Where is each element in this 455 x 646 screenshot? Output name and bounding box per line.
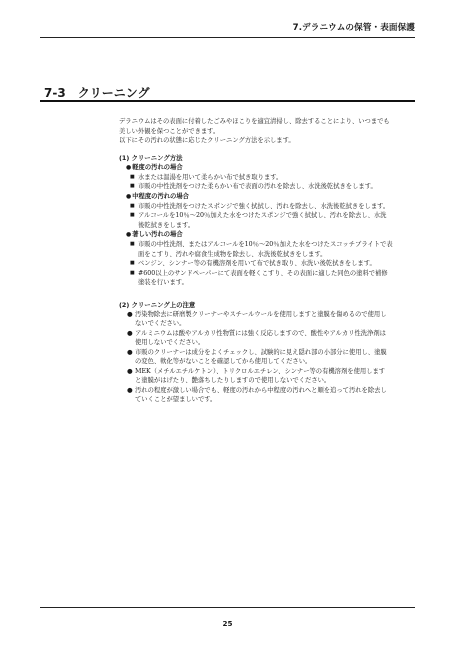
caution-item: ● 市販のクリーナーは成分をよくチェックし、試験的に見え隠れ部の小部分に使用し、塗膜 の変色、軟化等がないことを確認してから使用してください。 [127, 347, 387, 365]
intro-line: 以下にその汚れの状態に応じたクリーニング方法を示します。 [119, 137, 295, 144]
bullet-dot: ● [126, 192, 132, 200]
running-header-title: 7.デラニウムの保管・表面保護 [292, 23, 415, 33]
cleaning-methods-heading: (1) クリーニング方法 [119, 153, 183, 162]
level-title-heavy: ●著しい汚れの場合 [126, 231, 183, 238]
page-number: 25 [222, 619, 233, 628]
bullet-dot: ● [126, 231, 132, 238]
section-number: 7-3 [44, 86, 66, 100]
header-rule [40, 37, 415, 38]
intro-line: 美しい外観を保つことができます。 [119, 127, 220, 135]
list-item: ■ アルコールを10％〜20％加えた水をつけたスポンジで強く拭拭し、汚れを除去し、水洗 後乾拭きをします。 [130, 212, 387, 229]
bullet-dot: ● [126, 163, 132, 171]
section-rule [40, 100, 415, 102]
section-title-text: クリーニング [77, 86, 150, 100]
intro-line: デラニウムはその表面に付着したごみやほこりを適宜清掃し、除去することにより、いつまでも [119, 118, 390, 125]
bullet-dot: ● [127, 385, 133, 394]
footer-rule [40, 607, 415, 608]
list-item: ■ 市販の中性洗剤をつけた柔らかい布で表面の汚れを除去し、水洗後乾拭きをします。 [130, 183, 377, 190]
list-item: ■ #600以上のサンドペーパーにて表面を軽くこすり、その表面に適した同色の塗料で補修 塗装を行います。 [130, 269, 388, 286]
cautions-heading: (2) クリーニング上の注意 [119, 300, 196, 309]
body-content [119, 117, 419, 405]
bullet-dot: ● [127, 309, 133, 318]
list-item: ■ ベンジン、シンナー等の有機溶剤を用いて布で拭き取り、水洗い後乾拭きをします。 [130, 260, 376, 267]
caution-item: ● MEK（メチルエチルケトン）、トリクロルエチレン、シンナー等の有機溶剤を使用します と塗膜がはげたり、艶落ちしたりしますので使用しないでください。 [127, 366, 386, 384]
list-item: ■ 市販の中性洗剤、またはアルコールを10％〜20％加えた水をつけたスコッチブライトで表 面をこすり、汚れや腐食生成物を除去し、水洗後乾拭きをします。 [130, 241, 393, 258]
bullet-dot: ● [127, 347, 133, 356]
bullet-dot: ● [127, 328, 133, 337]
section-title [44, 84, 149, 101]
bullet-dot: ● [127, 366, 133, 375]
intro-paragraph [119, 117, 419, 146]
level-title-light: ●軽度の汚れの場合 [126, 163, 183, 171]
caution-item: ● アルミニウムは酸やアルカリ性物質には強く反応しますので、酸性やアルカリ性洗浄剤は 使用しないでください。 [127, 328, 386, 346]
list-item: ■ 水または温湯を用いて柔らかい布で拭き取ります。 [130, 173, 283, 181]
list-item: ■ 市販の中性洗剤をつけたスポンジで強く拭拭し、汚れを除去し、水洗後乾拭きをします。 [130, 202, 390, 210]
level-title-medium: ●中程度の汚れの場合 [126, 192, 189, 200]
caution-item: ● 汚染物除去に研磨製クリーナーやスチールウールを使用しますと塗膜を傷めるので使用し ないでください。 [127, 309, 387, 327]
caution-item: ● 汚れの程度が激しい場合でも、軽度の汚れから中程度の汚れへと順を追って汚れを除去し ていくことが望ましいです。 [127, 385, 387, 403]
